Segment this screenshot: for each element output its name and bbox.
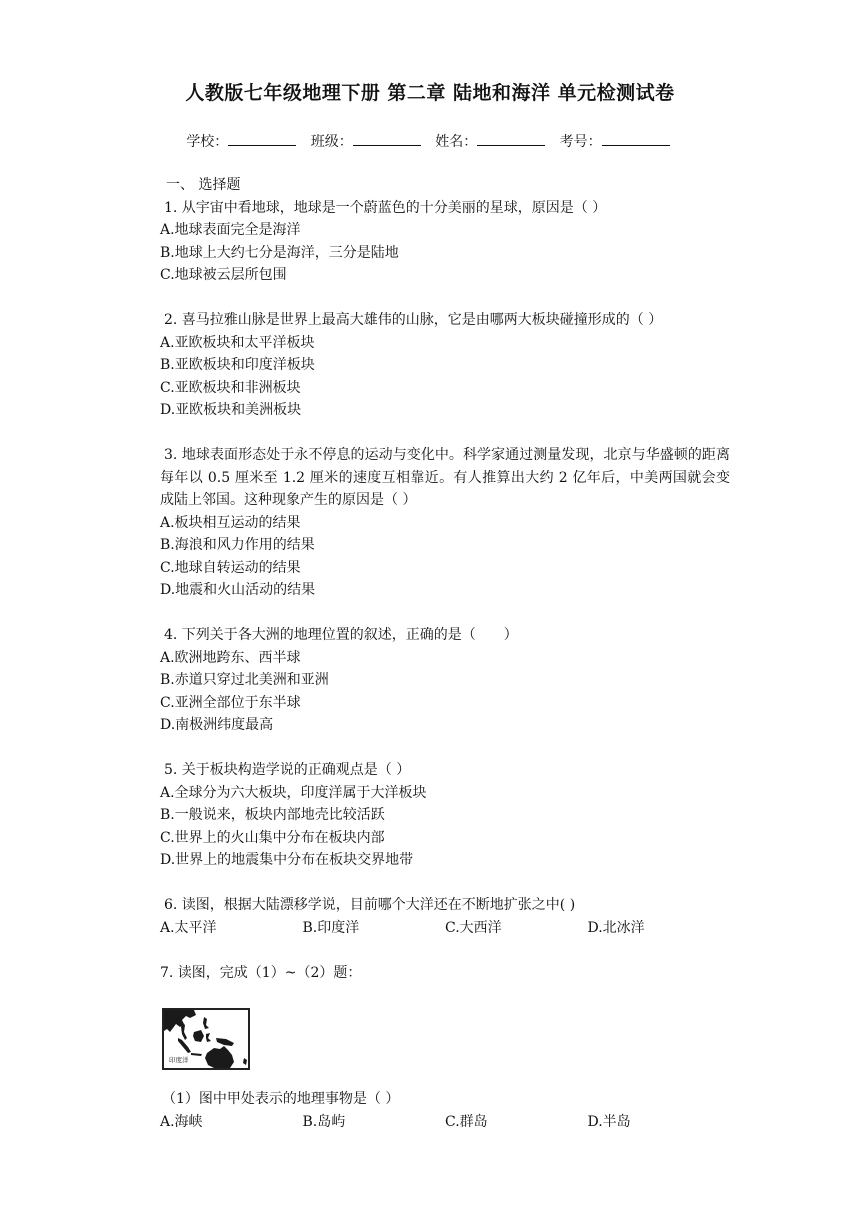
question-stem: 5. 关于板块构造学说的正确观点是（ ）: [164, 762, 411, 778]
question-stem: 4. 下列关于各大洲的地理位置的叙述，正确的是（ ）: [164, 627, 518, 643]
subquestion-1: [160, 1088, 730, 1133]
option-d[interactable]: D.北冰洋: [587, 919, 645, 936]
option-a[interactable]: A.太平洋: [160, 919, 217, 936]
option-b[interactable]: B.印度洋: [302, 919, 360, 936]
map-label-indian-ocean: 印度洋: [169, 1056, 189, 1064]
option-c[interactable]: C.地球被云层所包围: [160, 267, 287, 283]
southeast-asia-map: [164, 1010, 248, 1068]
question-6: [160, 894, 730, 939]
option-c[interactable]: C.群岛: [445, 1113, 488, 1130]
question-stem: 7. 读图，完成（1）~（2）题：: [160, 964, 362, 981]
exam-number-blank[interactable]: [602, 133, 670, 146]
question-stem: 6. 读图，根据大陆漂移学说，目前哪个大洋还在不断地扩张之中( ): [164, 897, 576, 913]
option-a[interactable]: A.海峡: [160, 1113, 203, 1130]
question-3: [160, 444, 730, 602]
question-5: [160, 759, 730, 872]
question-2: [160, 309, 730, 422]
exam-content: [160, 174, 730, 1133]
question-1: [160, 197, 730, 287]
subquestion-stem: （1）图中甲处表示的地理事物是（ ）: [162, 1091, 400, 1107]
question-stem: 1. 从宇宙中看地球，地球是一个蔚蓝色的十分美丽的星球，原因是（ ）: [164, 199, 607, 216]
name-label: 姓名：: [435, 134, 478, 150]
option-b[interactable]: B.海浪和风力作用的结果: [160, 537, 315, 553]
question-7: [160, 962, 730, 1071]
name-blank[interactable]: [477, 133, 545, 146]
option-d[interactable]: D.半岛: [587, 1113, 631, 1130]
option-a[interactable]: A.全球分为六大板块，印度洋属于大洋板块: [160, 784, 427, 801]
map-figure: [162, 1008, 250, 1070]
exam-number-field: [560, 134, 674, 150]
option-c[interactable]: C.地球自转运动的结果: [160, 559, 301, 576]
question-4: [160, 624, 730, 737]
option-a[interactable]: A.板块相互运动的结果: [160, 514, 301, 531]
option-b[interactable]: B.一般说来，板块内部地壳比较活跃: [160, 807, 385, 823]
name-field: [435, 134, 549, 150]
option-b[interactable]: B.岛屿: [302, 1113, 346, 1130]
section-title: 一、 选择题: [166, 177, 241, 193]
option-a[interactable]: A.欧洲地跨东、西半球: [160, 649, 301, 666]
option-d[interactable]: D.地震和火山活动的结果: [160, 582, 316, 598]
option-a[interactable]: A.亚欧板块和太平洋板块: [160, 334, 315, 351]
class-field: [311, 134, 425, 150]
question-stem: 2. 喜马拉雅山脉是世界上最高大雄伟的山脉，它是由哪两大板块碰撞形成的（ ）: [164, 312, 663, 328]
class-blank[interactable]: [353, 133, 421, 146]
option-d[interactable]: D.南极洲纬度最高: [160, 717, 274, 733]
student-info-line: [0, 131, 860, 151]
school-blank[interactable]: [228, 133, 296, 146]
class-label: 班级：: [310, 134, 353, 150]
school-label: 学校：: [186, 134, 229, 150]
page-title: 人教版七年级地理下册 第二章 陆地和海洋 单元检测试卷: [185, 82, 675, 104]
school-field: [186, 134, 300, 150]
option-c[interactable]: C.世界上的火山集中分布在板块内部: [160, 829, 385, 846]
option-c[interactable]: C.亚欧板块和非洲板块: [160, 379, 301, 396]
exam-number-label: 考号：: [559, 134, 602, 150]
option-a[interactable]: A.地球表面完全是海洋: [160, 222, 301, 238]
options-row: [160, 917, 730, 940]
question-stem: 3. 地球表面形态处于永不停息的运动与变化中。科学家通过测量发现，北京与华盛顿的距离每年以 0.5 厘米至 1.2 厘米的速度互相靠近。有人推算出大约 2 亿年后，中美两国就会变成陆上邻国。这种现象产生的原因是（ ）: [160, 447, 730, 508]
option-c[interactable]: C.亚洲全部位于东半球: [160, 694, 301, 711]
option-d[interactable]: D.世界上的地震集中分布在板块交界地带: [160, 852, 414, 868]
option-d[interactable]: D.亚欧板块和美洲板块: [160, 402, 302, 418]
option-b[interactable]: B.亚欧板块和印度洋板块: [160, 357, 315, 373]
option-c[interactable]: C.大西洋: [445, 919, 502, 936]
option-b[interactable]: B.赤道只穿过北美洲和亚洲: [160, 672, 329, 688]
options-row: [160, 1111, 730, 1134]
option-b[interactable]: B.地球上大约七分是海洋，三分是陆地: [160, 244, 399, 261]
